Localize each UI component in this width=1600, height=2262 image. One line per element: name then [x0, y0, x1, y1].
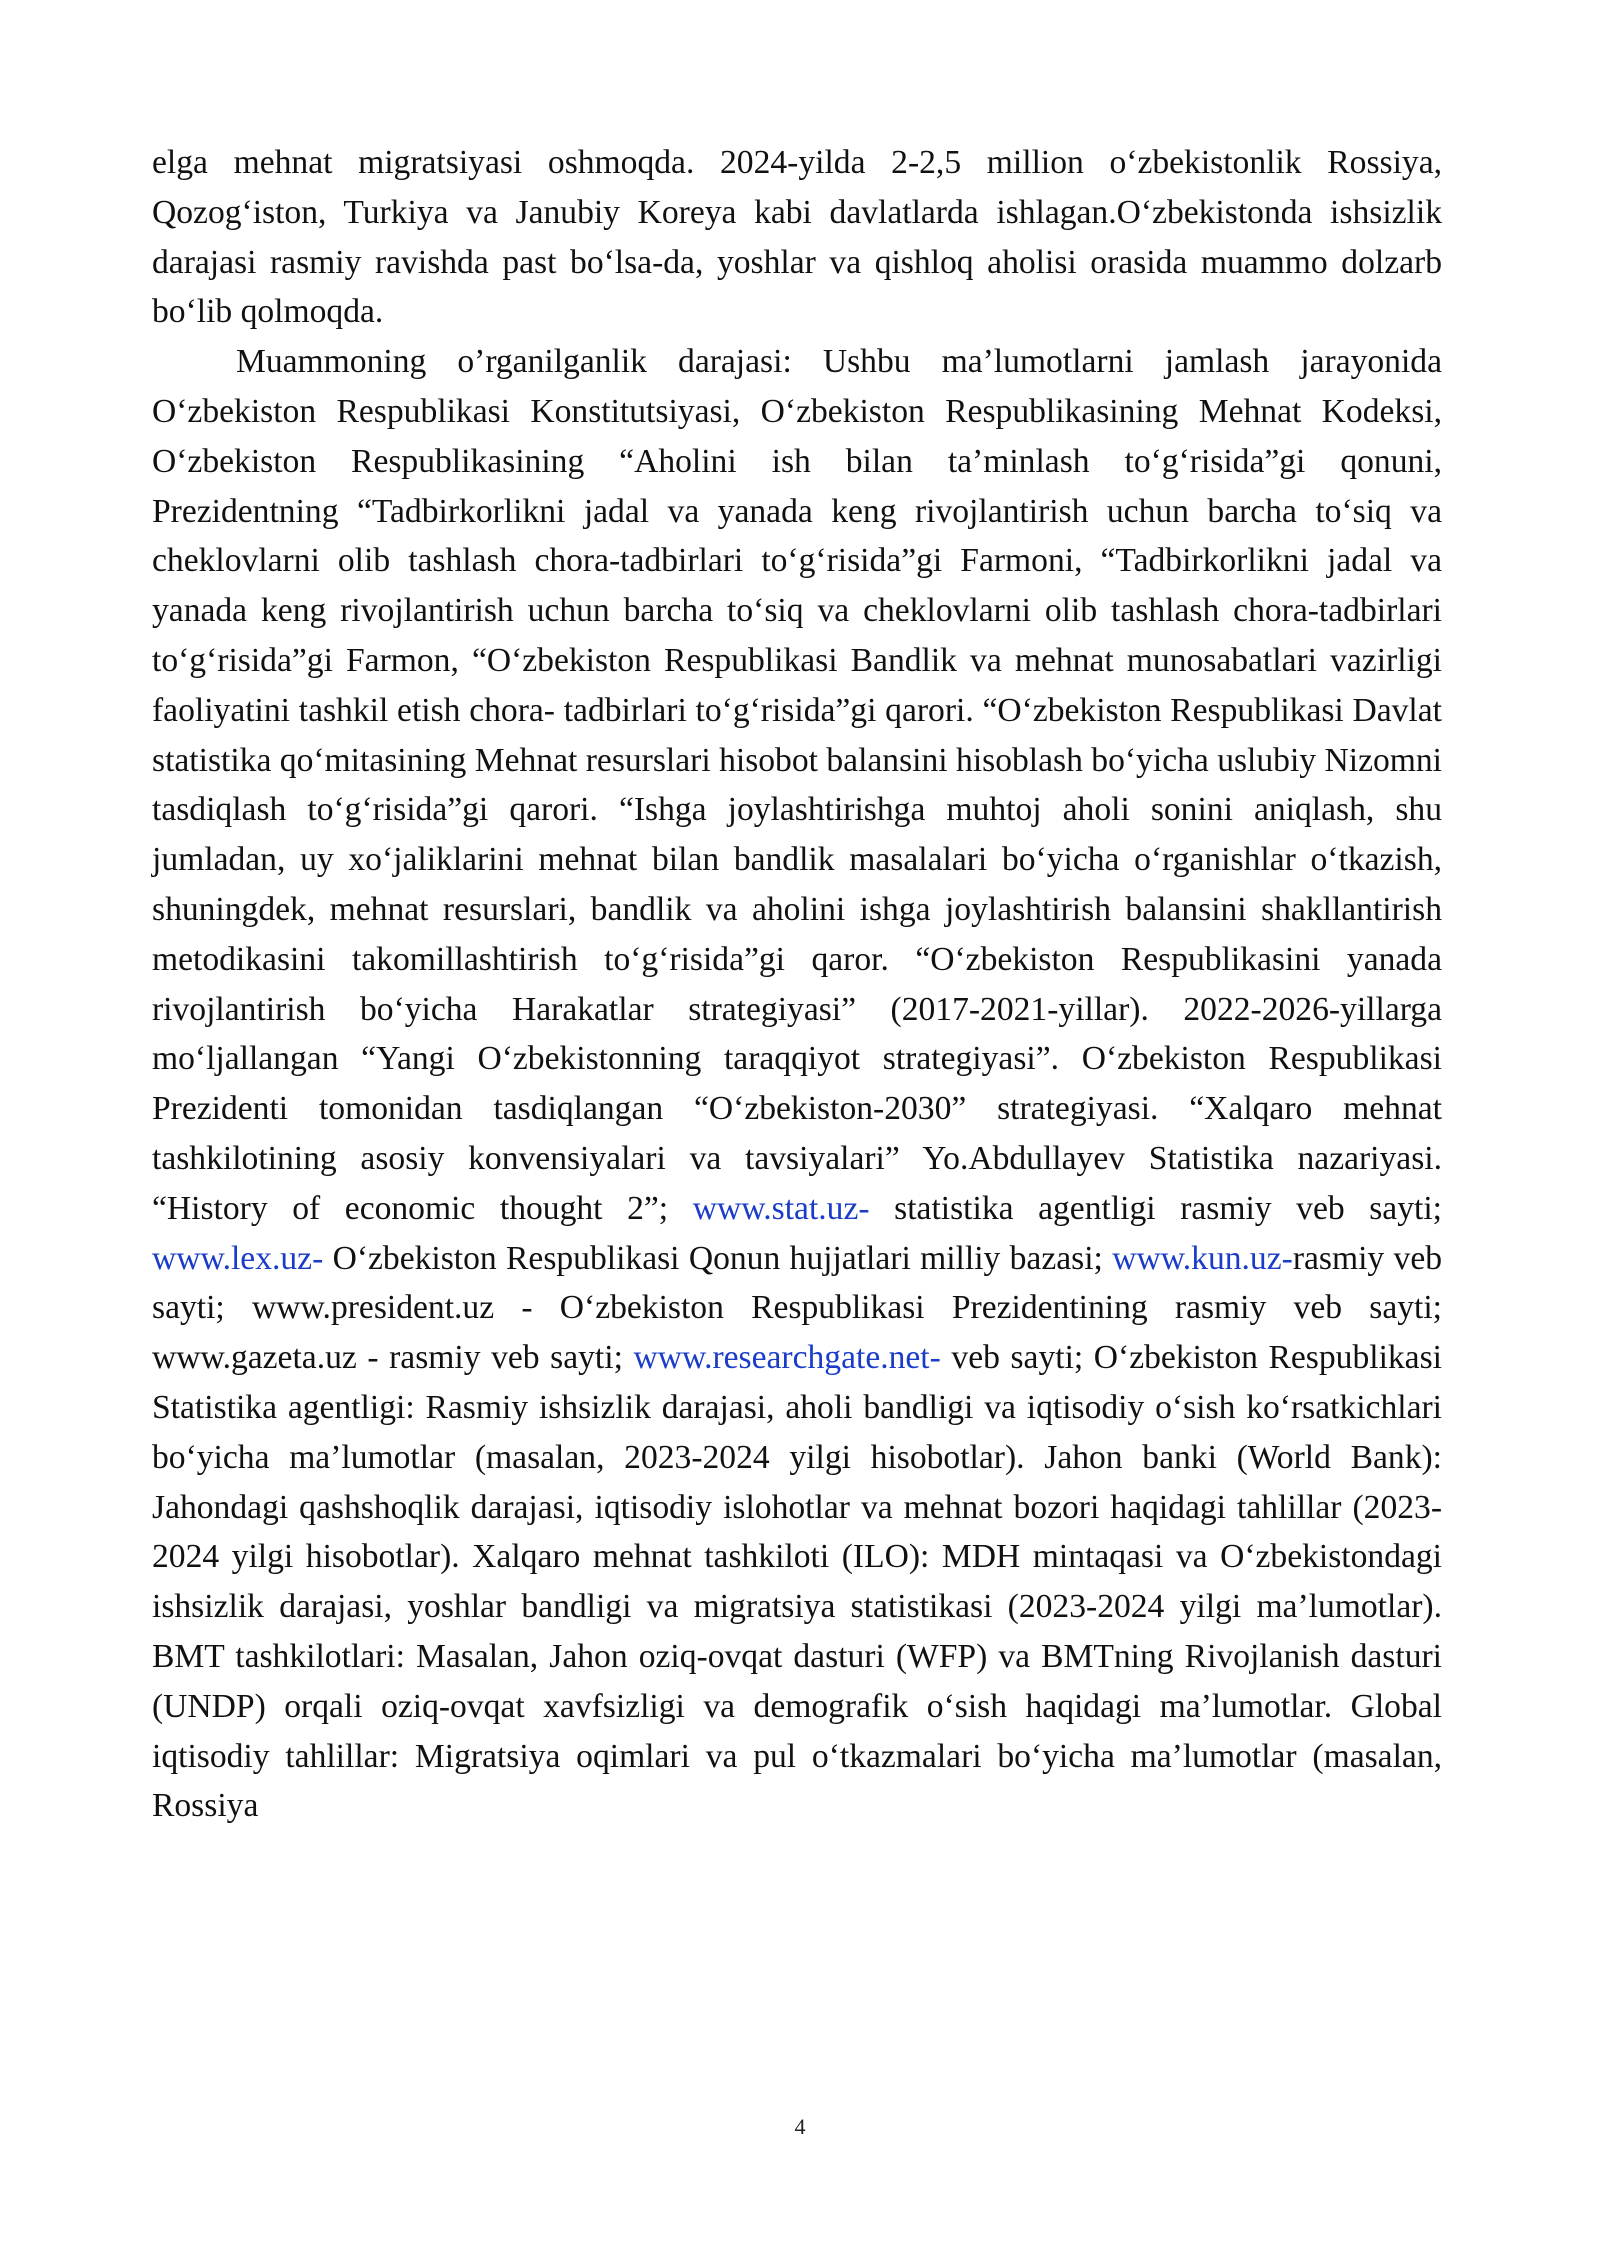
page-body: [152, 138, 1442, 1831]
paragraph-2-text-5: veb sayti; O‘zbekiston Respublikasi Statistika agentligi: Rasmiy ishsizlik darajasi, aholi bandligi va iqtisodiy o‘sish ko‘rsatkichlari bo‘yicha ma’lumotlar (masalan, 2023-2024 yilgi hisobotlar). Jahon banki (World Bank): Jahondagi qashshoqlik darajasi, iqtisodiy islohotlar va mehnat bozori haqidagi tahlillar (2023-2024 yilgi hisobotlar). Xalqaro mehnat tashkiloti (ILO): MDH mintaqasi va O‘zbekistondagi ishsizlik darajasi, yoshlar bandligi va migratsiya statistikasi (2023-2024 yilgi ma’lumotlar). BMT tashkilotlari: Masalan, Jahon oziq-ovqat dasturi (WFP) va BMTning Rivojlanish dasturi (UNDP) orqali oziq-ovqat xavfsizligi va demografik o‘sish haqidagi ma’lumotlar. Global iqtisodiy tahlillar: Migratsiya oqimlari va pul o‘tkazmalari bo‘yicha ma’lumotlar (masalan, Rossiya: [152, 1339, 1442, 1825]
paragraph-2-text-3: O‘zbekiston Respublikasi Qonun hujjatlari milliy bazasi;: [323, 1239, 1113, 1277]
page-number: 4: [794, 2114, 806, 2139]
link-researchgate[interactable]: www.researchgate.net-: [633, 1339, 941, 1377]
paragraph-2-text-2: statistika agentligi rasmiy veb sayti;: [869, 1189, 1442, 1227]
link-kun-uz[interactable]: www.kun.uz-: [1112, 1239, 1293, 1277]
link-lex-uz[interactable]: www.lex.uz-: [152, 1239, 324, 1277]
paragraph-1: elga mehnat migratsiyasi oshmoqda. 2024-yilda 2-2,5 million o‘zbekistonlik Rossiya, Qozog‘iston, Turkiya va Janubiy Koreya kabi davlatlarda ishlagan.O‘zbekistonda ishsizlik darajasi rasmiy ravishda past bo‘lsa-da, yoshlar va qishloq aholisi orasida muammo dolzarb bo‘lib qolmoqda.: [152, 144, 1442, 331]
paragraph-2: [152, 337, 1442, 1831]
paragraph-2-text-4: rasmiy veb sayti; www.president.uz - O‘zbekiston Respublikasi Prezidentining rasmiy veb sayti; www.gazeta.uz - rasmiy veb sayti;: [152, 1239, 1443, 1377]
link-stat-uz[interactable]: www.stat.uz-: [692, 1189, 870, 1227]
paragraph-2-text-1: Muammoning o’rganilganlik darajasi: Ushbu ma’lumotlarni jamlash jarayonida O‘zbekiston Respublikasi Konstitutsiyasi, O‘zbekiston Respublikasining Mehnat Kodeksi, O‘zbekiston Respublikasining “Aholini ish bilan ta’minlash to‘g‘risida”gi qonuni, Prezidentning “Tadbirkorlikni jadal va yanada keng rivojlantirish uchun barcha to‘siq va cheklovlarni olib tashlash chora-tadbirlari to‘g‘risida”gi Farmoni, “Tadbirkorlikni jadal va yanada keng rivojlantirish uchun barcha to‘siq va cheklovlarni olib tashlash chora-tadbirlari to‘g‘risida”gi Farmon, “O‘zbekiston Respublikasi Bandlik va mehnat munosabatlari vazirligi faoliyatini tashkil etish chora- tadbirlari to‘g‘risida”gi qarori. “O‘zbekiston Respublikasi Davlat statistika qo‘mitasining Mehnat resurslari hisobot balansini hisoblash bo‘yicha uslubiy Nizomni tasdiqlash to‘g‘risida”gi qarori. “Ishga joylashtirishga muhtoj aholi sonini aniqlash, shu jumladan, uy xo‘jaliklarini mehnat bilan bandlik masalalari bo‘yicha o‘rganishlar o‘tkazish, shuningdek, mehnat resurslari, bandlik va aholini ishga joylashtirish balansini shakllantirish metodikasini takomillashtirish to‘g‘risida”gi qaror. “O‘zbekiston Respublikasini yanada rivojlantirish bo‘yicha Harakatlar strategiyasi” (2017-2021-yillar). 2022-2026-yillarga mo‘ljallangan “Yangi O‘zbekistonning taraqqiyot strategiyasi”. O‘zbekiston Respublikasi Prezidenti tomonidan tasdiqlangan “O‘zbekiston-2030” strategiyasi. “Xalqaro mehnat tashkilotining asosiy konvensiyalari va tavsiyalari” Yo.Abdullayev Statistika nazariyasi. “History of economic thought 2”;: [152, 343, 1442, 1227]
